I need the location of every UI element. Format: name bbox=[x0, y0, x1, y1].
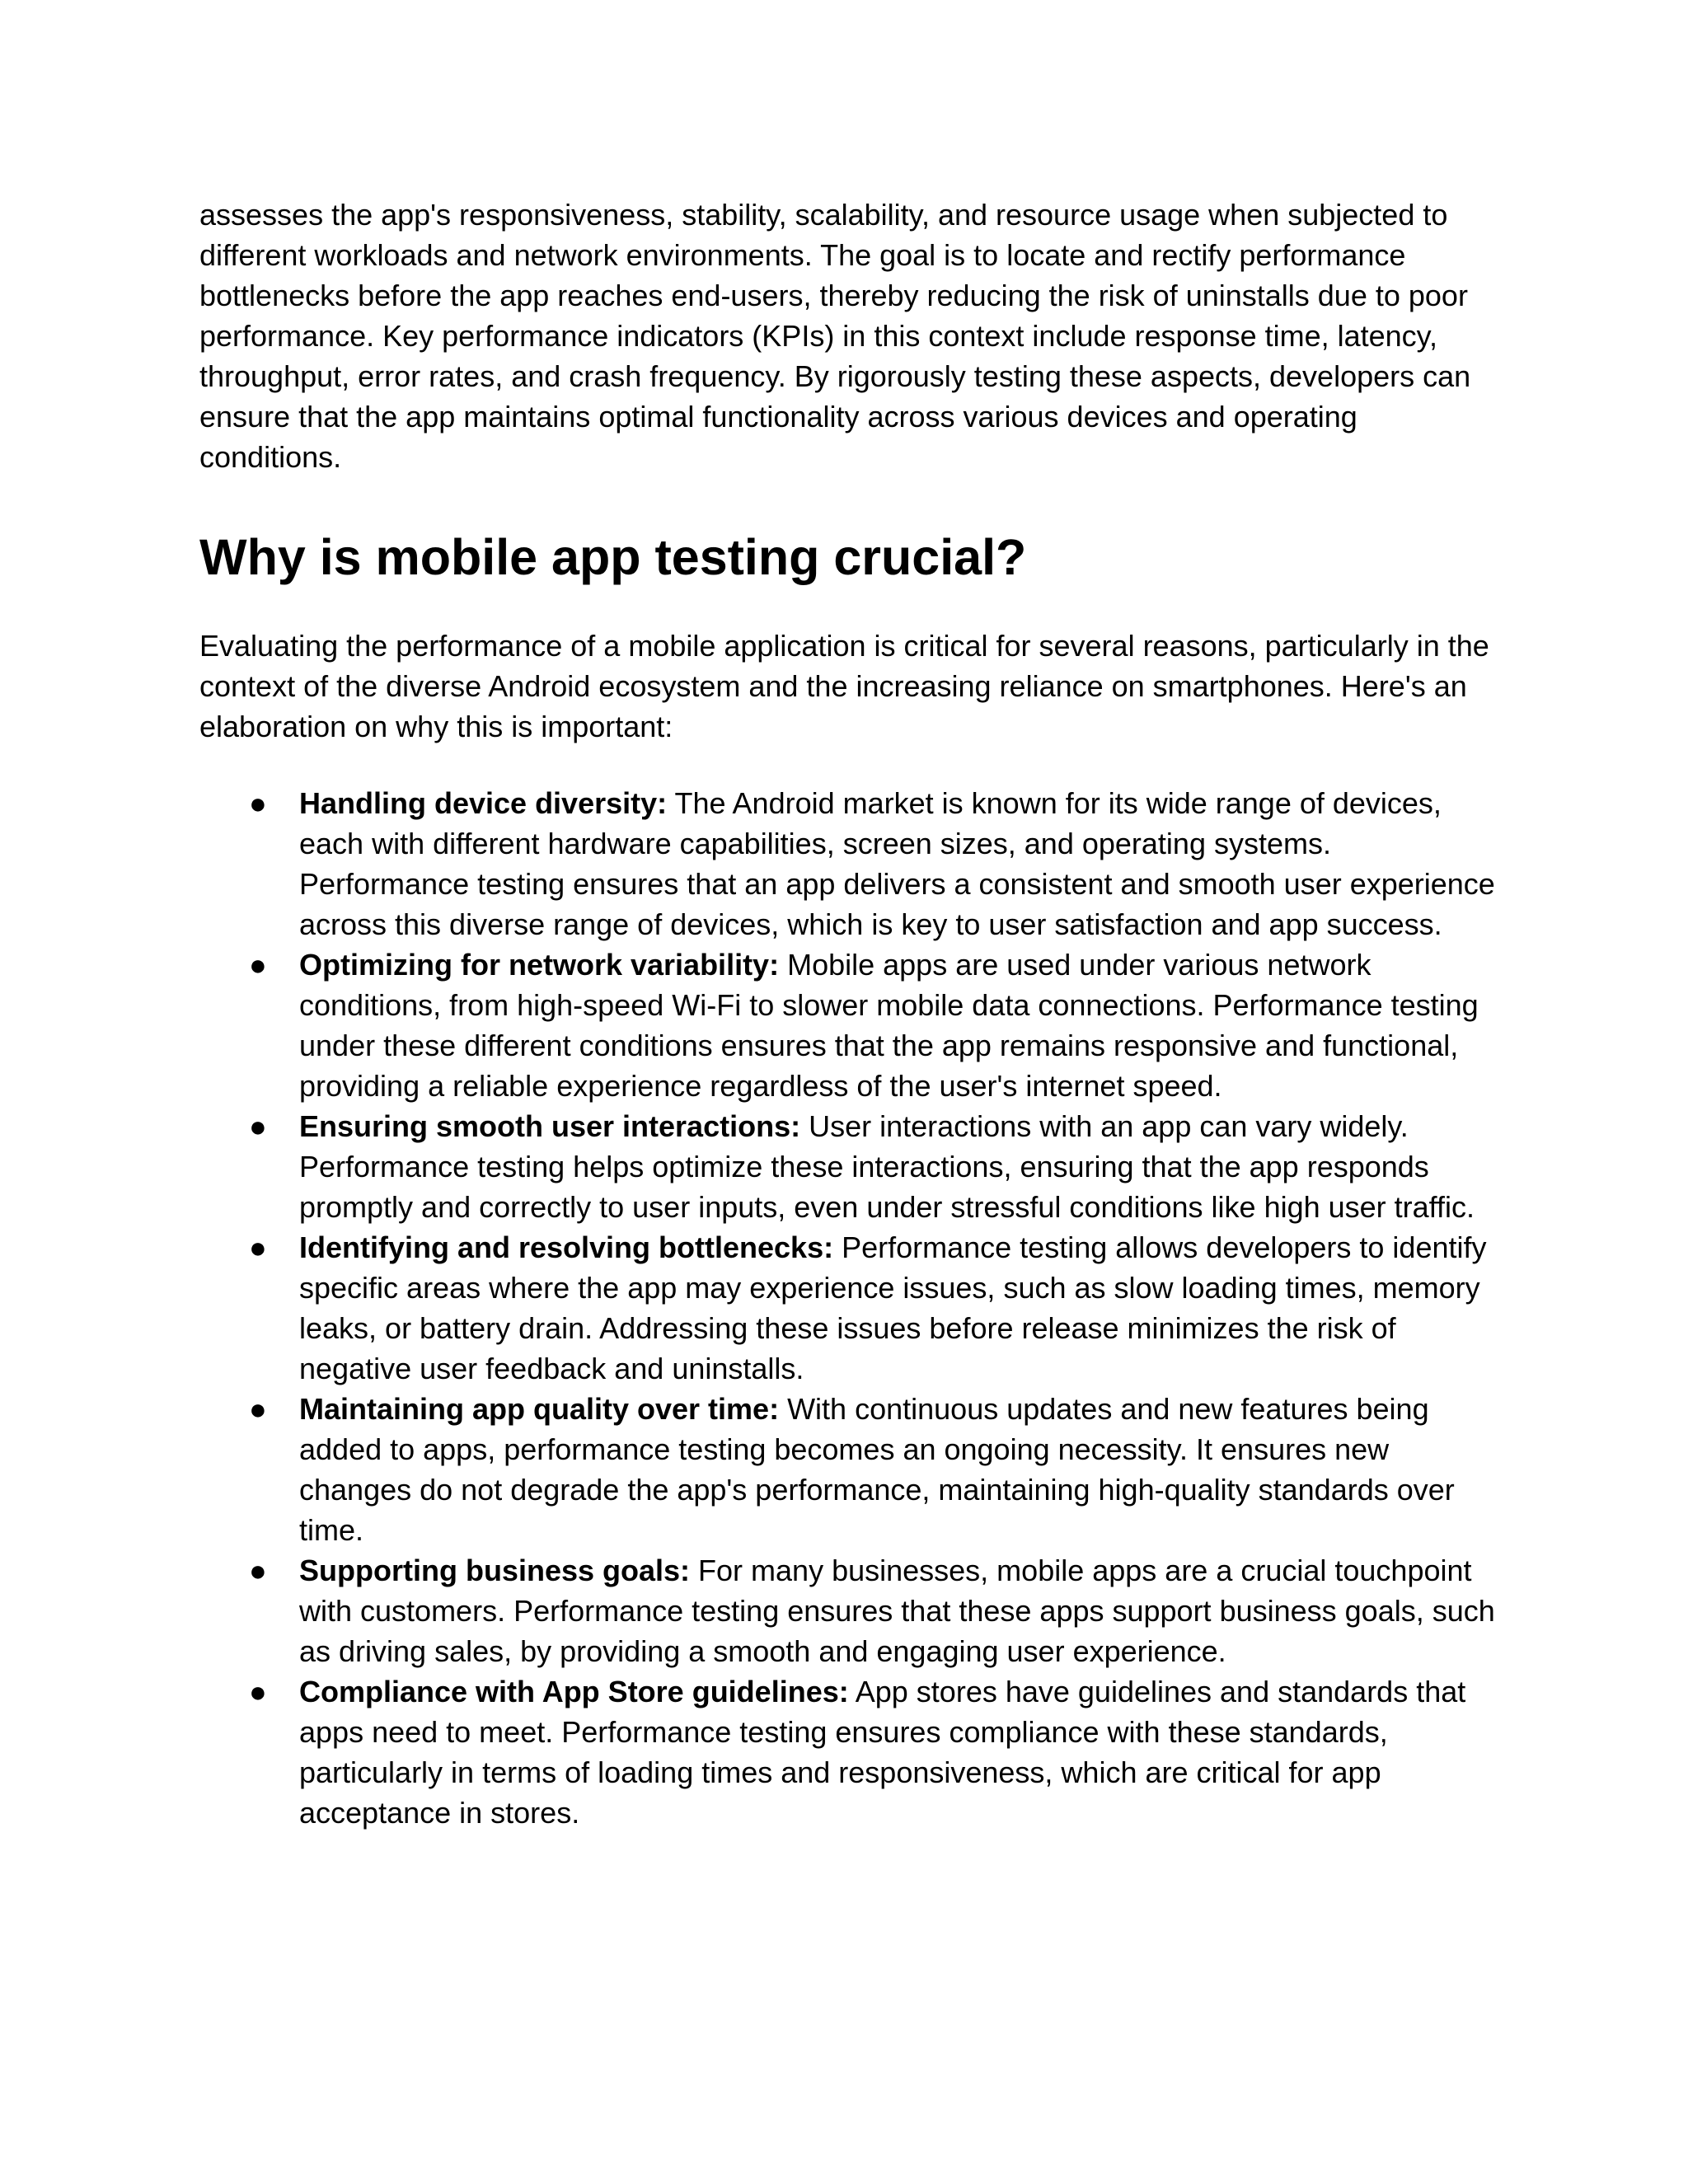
bullet-text: The Android market is known for its wide range of devices, each with different hardware capabilities, screen sizes, and operating systems. Performance testing ensures that an app delivers a consistent and smooth user experience across this diverse range of devices, which is key to user satisfaction and app success. bbox=[299, 786, 1495, 941]
bullet-item-business-goals bbox=[199, 1550, 1507, 1671]
bullet-icon: ● bbox=[249, 1230, 267, 1264]
bullet-icon: ● bbox=[249, 1392, 267, 1426]
document-content bbox=[199, 194, 1502, 1833]
bullet-text: User interactions with an app can vary widely. Performance testing helps optimize these interactions, ensuring that the app responds promptly and correctly to user inputs, even under stressful conditions like high user traffic. bbox=[299, 1109, 1475, 1224]
bullet-title: Maintaining app quality over time: bbox=[299, 1392, 780, 1426]
bullet-item-app-store-compliance bbox=[199, 1671, 1507, 1833]
bullet-text: Performance testing allows developers to identify specific areas where the app may experience issues, such as slow loading times, memory leaks, or battery drain. Addressing these issues before release minimizes the risk of negative user feedback and uninstalls. bbox=[299, 1230, 1487, 1385]
intro-paragraph: assesses the app's responsiveness, stability, scalability, and resource usage when subjected to different workloads and network environments. The goal is to locate and rectify performance bottlenecks before the app reaches end-users, thereby reducing the risk of uninstalls due to poor performance. Key performance indicators (KPIs) in this context include response time, latency, throughput, error rates, and crash frequency. By rigorously testing these aspects, developers can ensure that the app maintains optimal functionality across various devices and operating conditions. bbox=[199, 198, 1471, 474]
reasons-bullet-list bbox=[199, 783, 1502, 1833]
bullet-icon: ● bbox=[249, 1675, 267, 1708]
bullet-title: Identifying and resolving bottlenecks: bbox=[299, 1230, 834, 1264]
bullet-title: Handling device diversity: bbox=[299, 786, 668, 820]
bullet-title: Ensuring smooth user interactions: bbox=[299, 1109, 801, 1143]
bullet-icon: ● bbox=[249, 1554, 267, 1587]
bullet-icon: ● bbox=[249, 948, 267, 982]
bullet-item-bottlenecks bbox=[199, 1227, 1507, 1389]
bullet-text: Mobile apps are used under various network conditions, from high-speed Wi-Fi to slower mobile data connections. Performance testing under these different conditions ensures that the app remains responsive and functional, providing a reliable experience regardless of the user's internet speed. bbox=[299, 948, 1479, 1103]
bullet-text: App stores have guidelines and standards that apps need to meet. Performance testing ensures compliance with these standards, particularly in terms of loading times and responsiveness, which are critical for app acceptance in stores. bbox=[299, 1675, 1466, 1830]
bullet-title: Optimizing for network variability: bbox=[299, 948, 780, 982]
bullet-text: For many businesses, mobile apps are a crucial touchpoint with customers. Performance testing ensures that these apps support business goals, such as driving sales, by providing a smooth and engaging user experience. bbox=[299, 1554, 1495, 1668]
bullet-icon: ● bbox=[249, 786, 267, 820]
bullet-item-device-diversity bbox=[199, 783, 1507, 944]
section-intro-paragraph: Evaluating the performance of a mobile application is critical for several reasons, particularly in the context of the diverse Android ecosystem and the increasing reliance on smartphones. Here's an elaboration on why this is important: bbox=[199, 629, 1489, 743]
bullet-title: Compliance with App Store guidelines: bbox=[299, 1675, 849, 1708]
bullet-text: With continuous updates and new features being added to apps, performance testing becomes an ongoing necessity. It ensures new changes do not degrade the app's performance, maintaining high-quality standards over time. bbox=[299, 1392, 1455, 1547]
bullet-item-network-variability bbox=[199, 944, 1507, 1106]
bullet-title: Supporting business goals: bbox=[299, 1554, 691, 1587]
section-heading: Why is mobile app testing crucial? bbox=[199, 529, 1027, 585]
bullet-icon: ● bbox=[249, 1109, 267, 1143]
bullet-item-smooth-interactions bbox=[199, 1106, 1507, 1227]
bullet-item-app-quality bbox=[199, 1389, 1507, 1550]
